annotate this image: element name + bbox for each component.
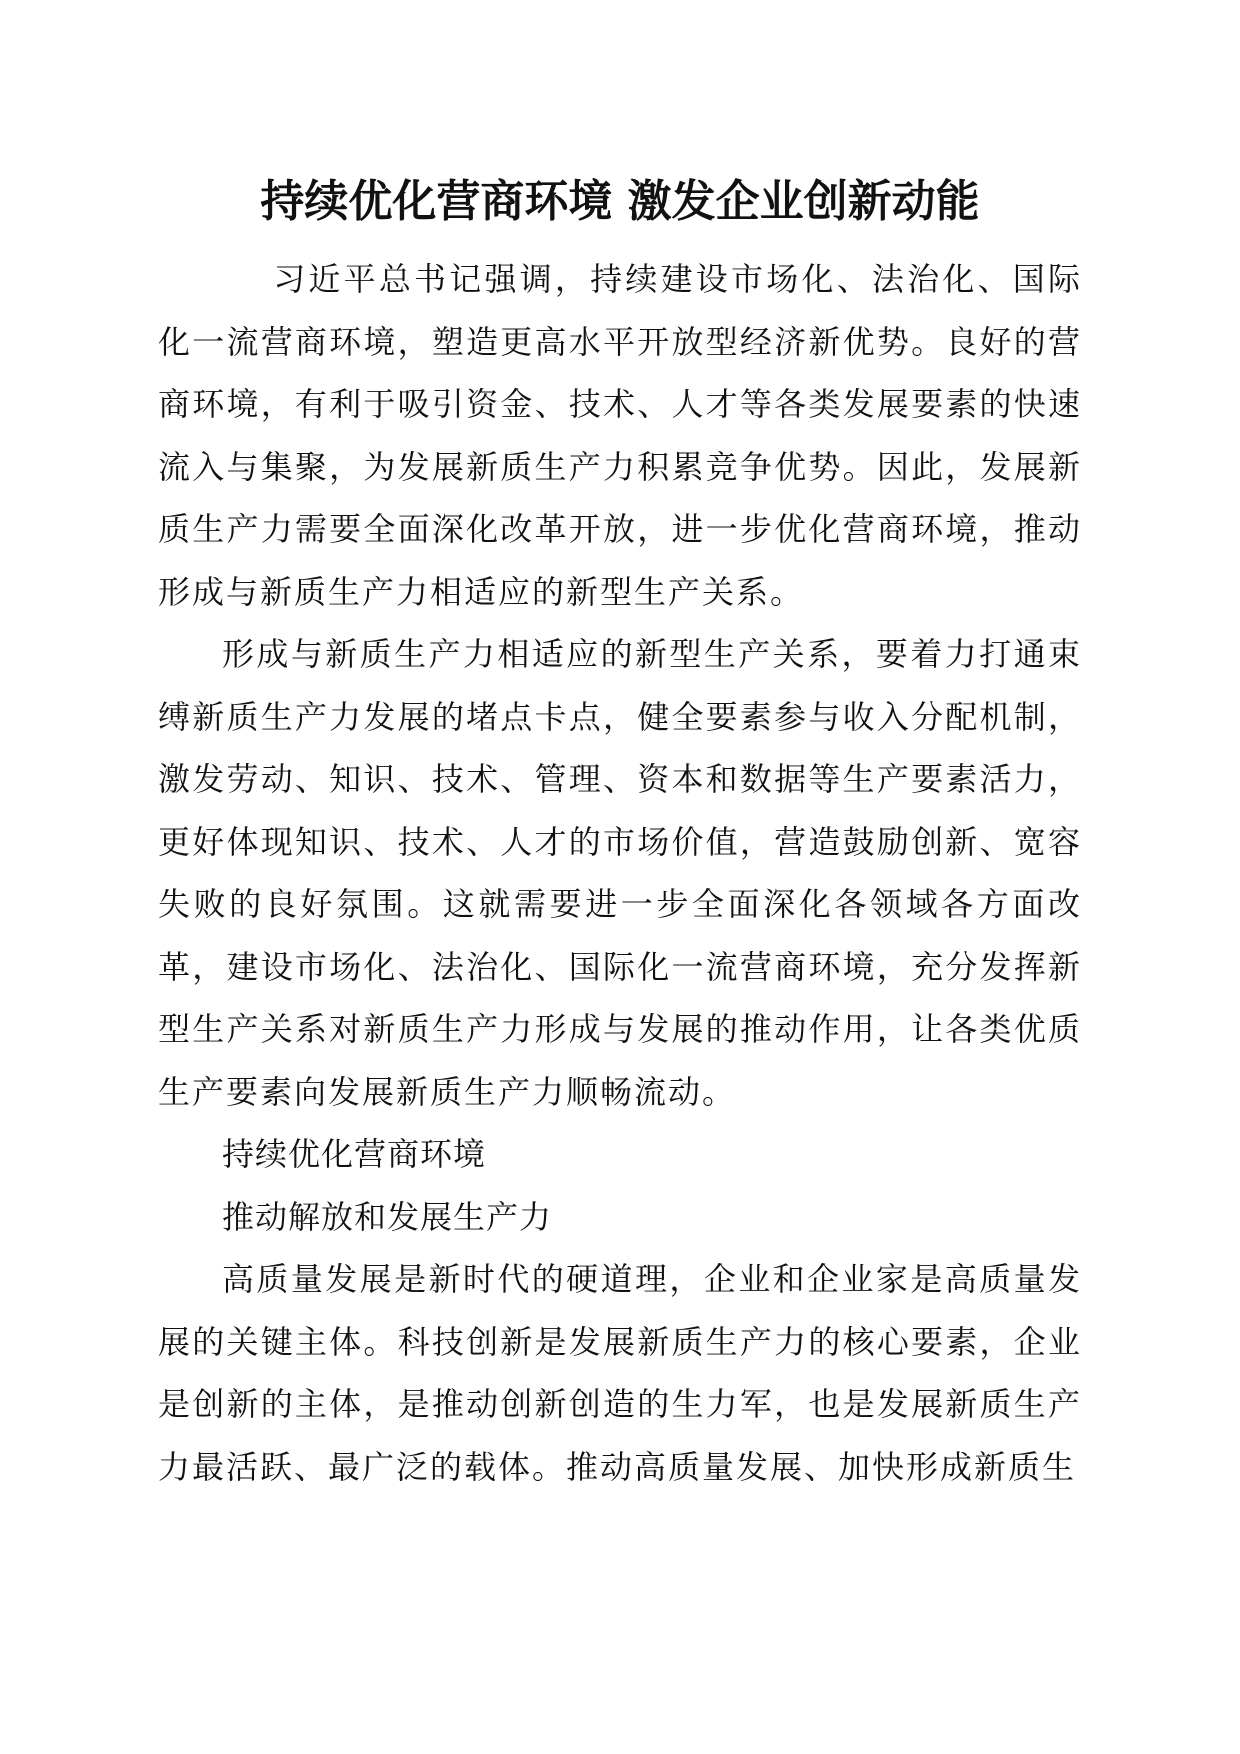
document-body [158,248,1082,1498]
paragraph-2: 形成与新质生产力相适应的新型生产关系，要着力打通束缚新质生产力发展的堵点卡点，健全要素参与收入分配机制，激发劳动、知识、技术、管理、资本和数据等生产要素活力，更好体现知识、技术、人才的市场价值，营造鼓励创新、宽容失败的良好氛围。这就需要进一步全面深化各领域各方面改革，建设市场化、法治化、国际化一流营商环境，充分发挥新型生产关系对新质生产力形成与发展的推动作用，让各类优质生产要素向发展新质生产力顺畅流动。 [158,635,1082,1111]
paragraph-1: 习近平总书记强调，持续建设市场化、法治化、国际化一流营商环境，塑造更高水平开放型经济新优势。良好的营商环境，有利于吸引资金、技术、人才等各类发展要素的快速流入与集聚，为发展新质生产力积累竞争优势。因此，发展新质生产力需要全面深化改革开放，进一步优化营商环境，推动形成与新质生产力相适应的新型生产关系。 [158,260,1082,611]
section-heading-1: 持续优化营商环境 [222,1135,487,1173]
document-title: 持续优化营商环境 激发企业创新动能 [260,176,980,227]
section-heading-2: 推动解放和发展生产力 [222,1197,553,1236]
paragraph-3: 高质量发展是新时代的硬道理，企业和企业家是高质量发展的关键主体。科技创新是发展新质生产力的核心要素，企业是创新的主体，是推动创新创造的生力军，也是发展新质生产力最活跃、最广泛的载体。推动高质量发展、加快形成新质生 [158,1260,1082,1486]
